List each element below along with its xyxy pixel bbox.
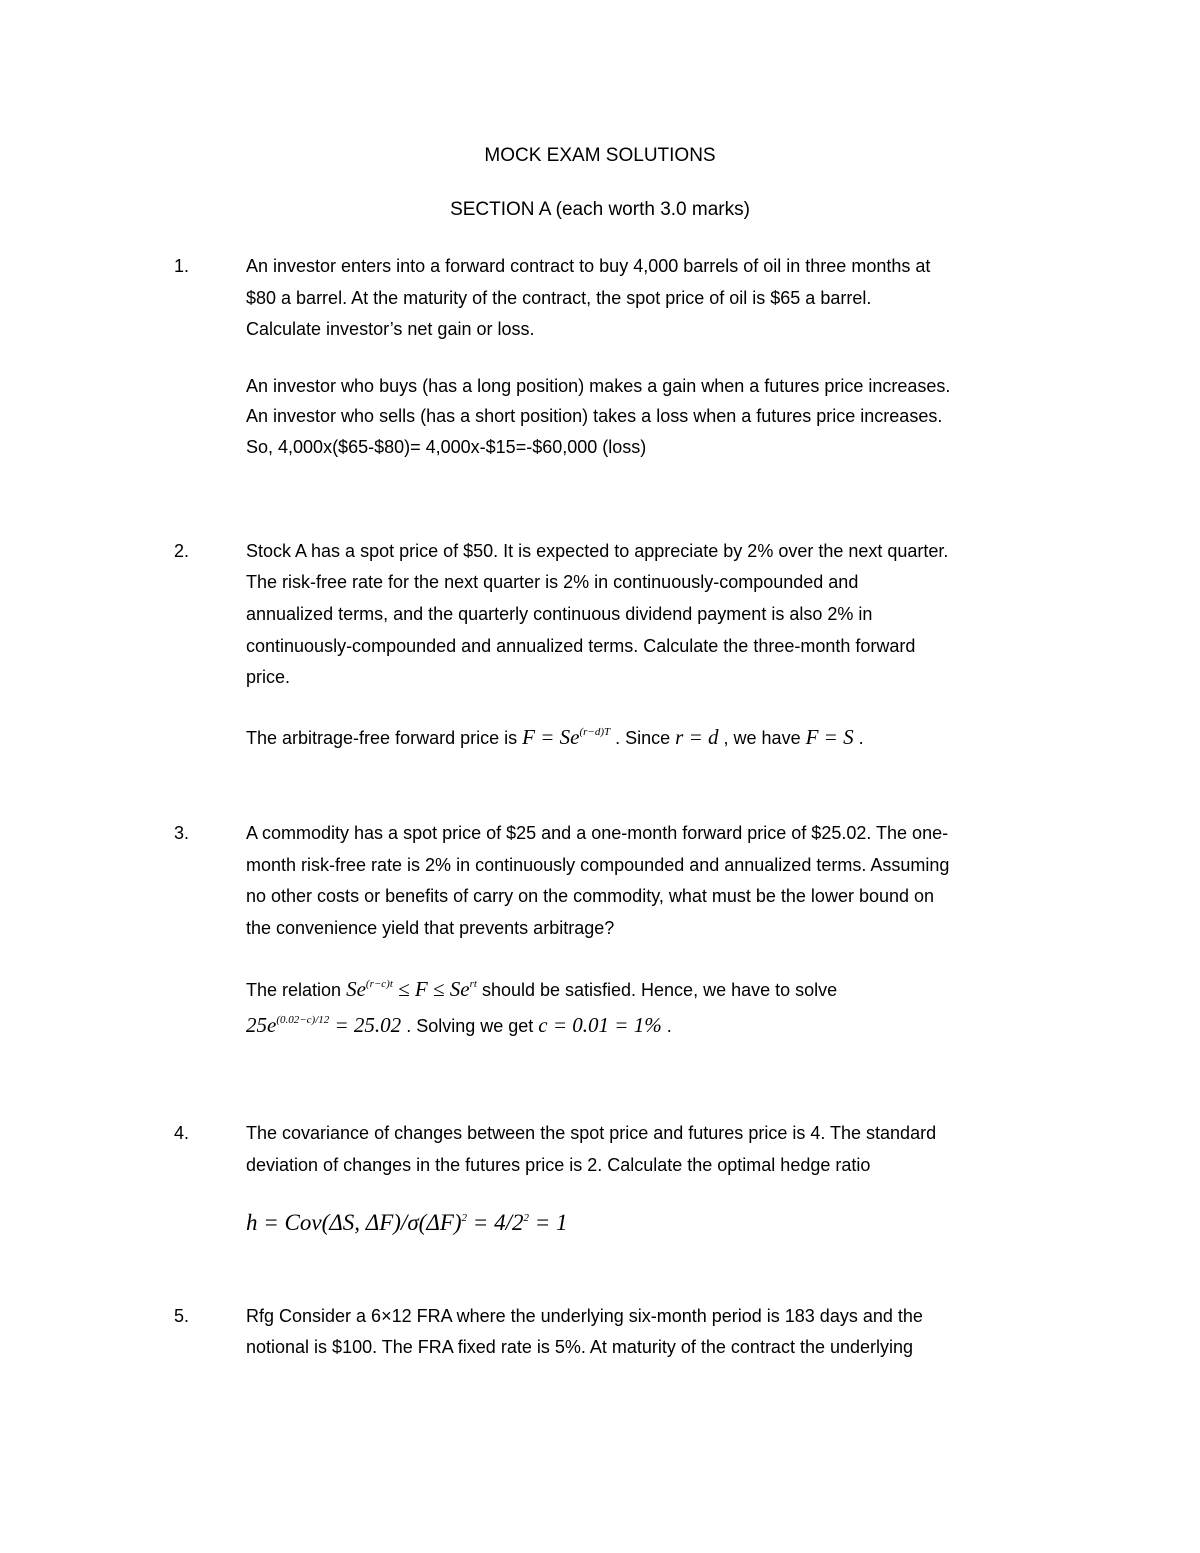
question-number: 4. [174, 1123, 190, 1143]
convenience-yield-formula: c = 0.01 = 1% [538, 1013, 662, 1037]
question-text-line: continuously-compounded and annualized terms. Calculate the three-month forward [246, 636, 916, 656]
answer-formula-line [246, 725, 864, 750]
answer-text: The arbitrage-free forward price is [246, 728, 518, 748]
question-text-line: The risk-free rate for the next quarter is 2% in continuously-compounded and [246, 572, 859, 592]
question-text-line: price. [246, 667, 291, 687]
section-heading: SECTION A (each worth 3.0 marks) [450, 199, 750, 220]
result-formula: F = S [805, 725, 854, 749]
question-text-line: no other costs or benefits of carry on the commodity, what must be the lower bound on [246, 886, 935, 906]
answer-text: . [666, 1016, 672, 1036]
answer-text: . [858, 728, 864, 748]
question-text-line: notional is $100. The FRA fixed rate is 5%. At maturity of the contract the underlying [246, 1337, 914, 1357]
question-text-line: The covariance of changes between the spot price and futures price is 4. The standard [246, 1123, 937, 1143]
no-arbitrage-bounds-formula: $Se^{(r-c)t} \le F \le Se^{rt}$ [346, 977, 477, 1001]
solve-equation-formula: $25e^{(0.02-c)/12} = 25.02$ [246, 1013, 402, 1037]
question-text-line: annualized terms, and the quarterly continuous dividend payment is also 2% in [246, 604, 873, 624]
question-text-line: Calculate investor’s net gain or loss. [246, 319, 535, 339]
question-number: 1. [174, 256, 190, 276]
question-text-line: $80 a barrel. At the maturity of the contract, the spot price of oil is $65 a barrel. [246, 288, 872, 308]
answer-text-line: An investor who sells (has a short position) takes a loss when a futures price increases. [246, 406, 943, 426]
answer-formula-line [246, 1013, 672, 1038]
answer-text: , we have [723, 728, 801, 748]
question-text-line: An investor enters into a forward contract to buy 4,000 barrels of oil in three months at [246, 256, 931, 276]
question-number: 3. [174, 823, 190, 843]
question-text-line: month risk-free rate is 2% in continuously compounded and annualized terms. Assuming [246, 855, 950, 875]
answer-text: . Since [615, 728, 671, 748]
question-text-line: deviation of changes in the futures price is 2. Calculate the optimal hedge ratio [246, 1155, 871, 1175]
answer-text-line: So, 4,000x($65-$80)= 4,000x-$15=-$60,000 (loss) [246, 437, 647, 457]
question-number: 5. [174, 1306, 190, 1326]
answer-text: should be satisfied. Hence, we have to solve [481, 980, 838, 1000]
question-text-line: Stock A has a spot price of $50. It is expected to appreciate by 2% over the next quarter. [246, 541, 949, 561]
forward-price-formula: $F = Se^{(r-d)T}$ [522, 725, 611, 749]
answer-text: . Solving we get [406, 1016, 534, 1036]
answer-formula-line [246, 977, 837, 1002]
answer-text-line: An investor who buys (has a long position) makes a gain when a futures price increases. [246, 376, 951, 396]
question-text-line: the convenience yield that prevents arbitrage? [246, 918, 615, 938]
question-text-line: A commodity has a spot price of $25 and a one-month forward price of $25.02. The one- [246, 823, 949, 843]
question-number: 2. [174, 541, 190, 561]
rate-equality-formula: r = d [675, 725, 719, 749]
hedge-ratio-formula: h = Cov(ΔS, $\Delta F)/\sigma(\Delta F)^2 = 4/2^2 = 1$ [246, 1210, 568, 1235]
document-title: MOCK EXAM SOLUTIONS [484, 145, 716, 166]
answer-text: The relation [246, 980, 342, 1000]
question-text-line: Rfg Consider a 6×12 FRA where the underlying six-month period is 183 days and the [246, 1306, 923, 1326]
